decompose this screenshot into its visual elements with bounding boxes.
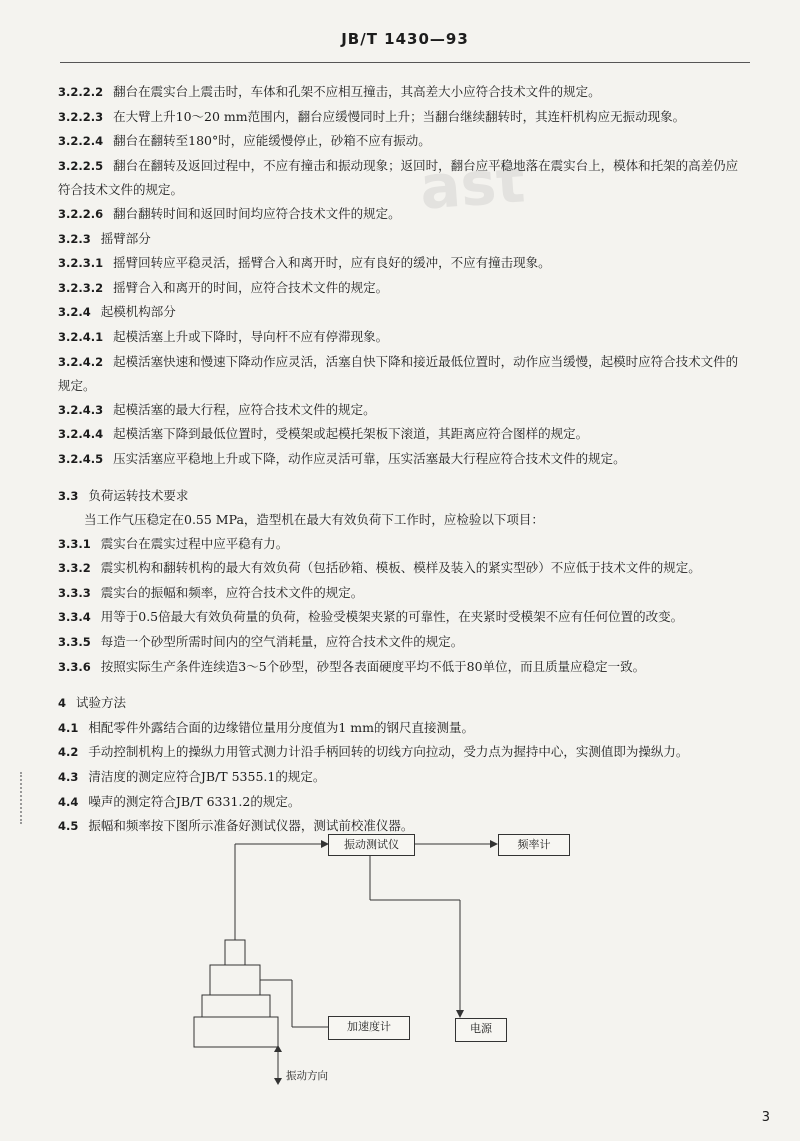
clause-text: 负荷运转技术要求 — [88, 487, 189, 503]
clause-text: 翻台在翻转及返回过程中，不应有撞击和振动现象；返回时，翻台应平稳地落在震实台上，模体和托架的高差仍应符合技术文件的规定。 — [58, 157, 739, 198]
section-heading — [58, 691, 748, 716]
clause-text: 翻台在翻转至180°时，应能缓慢停止，砂箱不应有振动。 — [113, 133, 431, 149]
clause-paragraph — [58, 350, 748, 398]
watermark-text: ast — [417, 146, 528, 224]
standard-number: JB/T 1430—93 — [341, 30, 469, 48]
clause-number: 3.3.4 — [58, 610, 91, 625]
vibration-direction-label: 振动方向 — [286, 1070, 328, 1082]
clause-paragraph — [58, 398, 748, 423]
clause-paragraph — [58, 581, 748, 606]
clause-paragraph — [58, 716, 748, 741]
clause-text: 摇臂合入和离开的时间，应符合技术文件的规定。 — [113, 279, 389, 295]
clause-number: 3.2.4.2 — [58, 354, 104, 369]
clause-text: 翻台在震实台上震击时，车体和孔架不应相互撞击，其高差大小应符合技术文件的规定。 — [113, 84, 601, 99]
clause-number: 3.2.4 — [58, 305, 91, 320]
clause-number: 3.3.6 — [58, 659, 91, 674]
clause-number: 3.3.1 — [58, 536, 91, 551]
clause-number: 3.2.2.4 — [58, 134, 104, 149]
clause-number: 3.3.2 — [58, 561, 91, 576]
clause-number: 3.2.4.5 — [58, 451, 104, 466]
clause-text: 每造一个砂型所需时间内的空气消耗量，应符合技术文件的规定。 — [100, 634, 464, 650]
clause-number: 4.2 — [58, 745, 79, 760]
test-setup-diagram — [180, 830, 580, 1090]
section-gap — [58, 679, 748, 691]
clause-number: 4 — [58, 696, 67, 711]
clause-paragraph — [58, 251, 748, 276]
margin-marks — [20, 772, 30, 824]
clause-text: 当工作气压稳定在0.55 MPa，造型机在最大有效负荷下工作时，应检验以下项目： — [84, 512, 544, 528]
clause-paragraph — [58, 447, 748, 472]
clause-number: 4.3 — [58, 770, 79, 785]
clause-paragraph — [58, 630, 748, 655]
vibration-tester-box: 振动测试仪 — [328, 834, 415, 856]
clause-text: 振幅和频率按下图所示准备好测试仪器，测试前校准仪器。 — [88, 818, 414, 834]
clause-number: 3.2.3 — [58, 231, 91, 246]
clause-paragraph — [58, 532, 748, 557]
clause-number: 4.4 — [58, 794, 79, 809]
clause-number: 3.2.4.4 — [58, 427, 104, 442]
clause-number: 3.2.4.1 — [58, 329, 104, 344]
clause-number: 4.5 — [58, 819, 79, 834]
clause-text: 震实台在震实过程中应平稳有力。 — [100, 535, 289, 551]
clause-text: 震实机构和翻转机构的最大有效负荷（包括砂箱、模板、模样及装入的紧实型砂）不应低于技术文件的规定。 — [100, 560, 701, 576]
section-heading — [58, 227, 748, 252]
page-number: 3 — [761, 1110, 770, 1125]
clause-number: 3.3 — [58, 488, 79, 503]
clause-text: 手动控制机构上的操纵力用管式测力计沿手柄回转的切线方向拉动，受力点为握持中心，实测值即为操纵力。 — [88, 744, 689, 760]
clause-text: 相配零件外露结合面的边缘错位量用分度值为1 mm的钢尺直接测量。 — [88, 719, 475, 735]
clause-number: 3.3.3 — [58, 585, 91, 600]
clause-text: 起模机构部分 — [100, 304, 176, 320]
document-body — [58, 80, 748, 839]
clause-text: 翻台翻转时间和返回时间均应符合技术文件的规定。 — [113, 205, 401, 221]
clause-paragraph — [58, 422, 748, 447]
accelerometer-box: 加速度计 — [328, 1016, 410, 1040]
clause-paragraph — [58, 740, 748, 765]
clause-text: 用等于0.5倍最大有效负荷量的负荷，检验受模架夹紧的可靠性，在夹紧时受模架不应有任何位置的改变。 — [100, 609, 684, 625]
section-gap — [58, 472, 748, 484]
clause-paragraph — [58, 765, 748, 790]
clause-number: 3.2.2.6 — [58, 206, 104, 221]
clause-paragraph — [58, 154, 748, 202]
clause-paragraph — [58, 655, 748, 680]
clause-text: 试验方法 — [76, 695, 127, 711]
clause-paragraph — [58, 105, 748, 130]
clause-paragraph — [58, 790, 748, 815]
clause-text: 按照实际生产条件连续造3～5个砂型，砂型各表面硬度平均不低于80单位，而且质量应稳定一致。 — [100, 658, 646, 674]
clause-paragraph — [58, 556, 748, 581]
clause-number: 3.2.3.1 — [58, 256, 104, 271]
clause-number: 3.2.2.2 — [58, 85, 104, 99]
clause-number: 3.3.5 — [58, 635, 91, 650]
clause-text: 摇臂部分 — [100, 230, 151, 246]
clause-number: 3.2.2.3 — [58, 109, 104, 124]
section-heading — [58, 484, 748, 509]
clause-text: 起模活塞快速和慢速下降动作应灵活，活塞自快下降和接近最低位置时，动作应当缓慢，起模时应符合技术文件的规定。 — [58, 353, 739, 394]
frequency-meter-box: 频率计 — [498, 834, 570, 856]
clause-text: 清洁度的测定应符合JB/T 5355.1的规定。 — [88, 769, 326, 785]
clause-text: 噪声的测定符合JB/T 6331.2的规定。 — [88, 793, 301, 809]
clause-number: 3.2.2.5 — [58, 158, 104, 173]
diagram-lines — [180, 830, 580, 1090]
page-header — [60, 30, 750, 63]
clause-number: 3.2.4.3 — [58, 402, 104, 417]
section-heading — [58, 300, 748, 325]
clause-text: 起模活塞上升或下降时，导向杆不应有停滞现象。 — [113, 328, 389, 344]
clause-paragraph — [58, 276, 748, 301]
clause-paragraph — [58, 202, 748, 227]
clause-paragraph — [58, 325, 748, 350]
clause-paragraph — [58, 80, 748, 105]
clause-number: 4.1 — [58, 720, 79, 735]
clause-number: 3.2.3.2 — [58, 280, 104, 295]
clause-text: 压实活塞应平稳地上升或下降，动作应灵活可靠，压实活塞最大行程应符合技术文件的规定。 — [113, 450, 626, 466]
clause-text: 震实台的振幅和频率，应符合技术文件的规定。 — [100, 584, 364, 600]
clause-paragraph — [58, 129, 748, 154]
power-supply-box: 电源 — [455, 1018, 507, 1042]
clause-paragraph — [58, 508, 748, 532]
clause-paragraph — [58, 605, 748, 630]
clause-text: 起模活塞的最大行程，应符合技术文件的规定。 — [113, 401, 376, 417]
clause-text: 在大臂上升10～20 mm范围内，翻台应缓慢同时上升；当翻台继续翻转时，其连杆机构应无振动现象。 — [113, 108, 686, 124]
clause-text: 起模活塞下降到最低位置时，受模架或起模托架板下滚道，其距离应符合图样的规定。 — [113, 426, 589, 442]
clause-text: 摇臂回转应平稳灵活，摇臂合入和离开时，应有良好的缓冲，不应有撞击现象。 — [113, 255, 551, 271]
